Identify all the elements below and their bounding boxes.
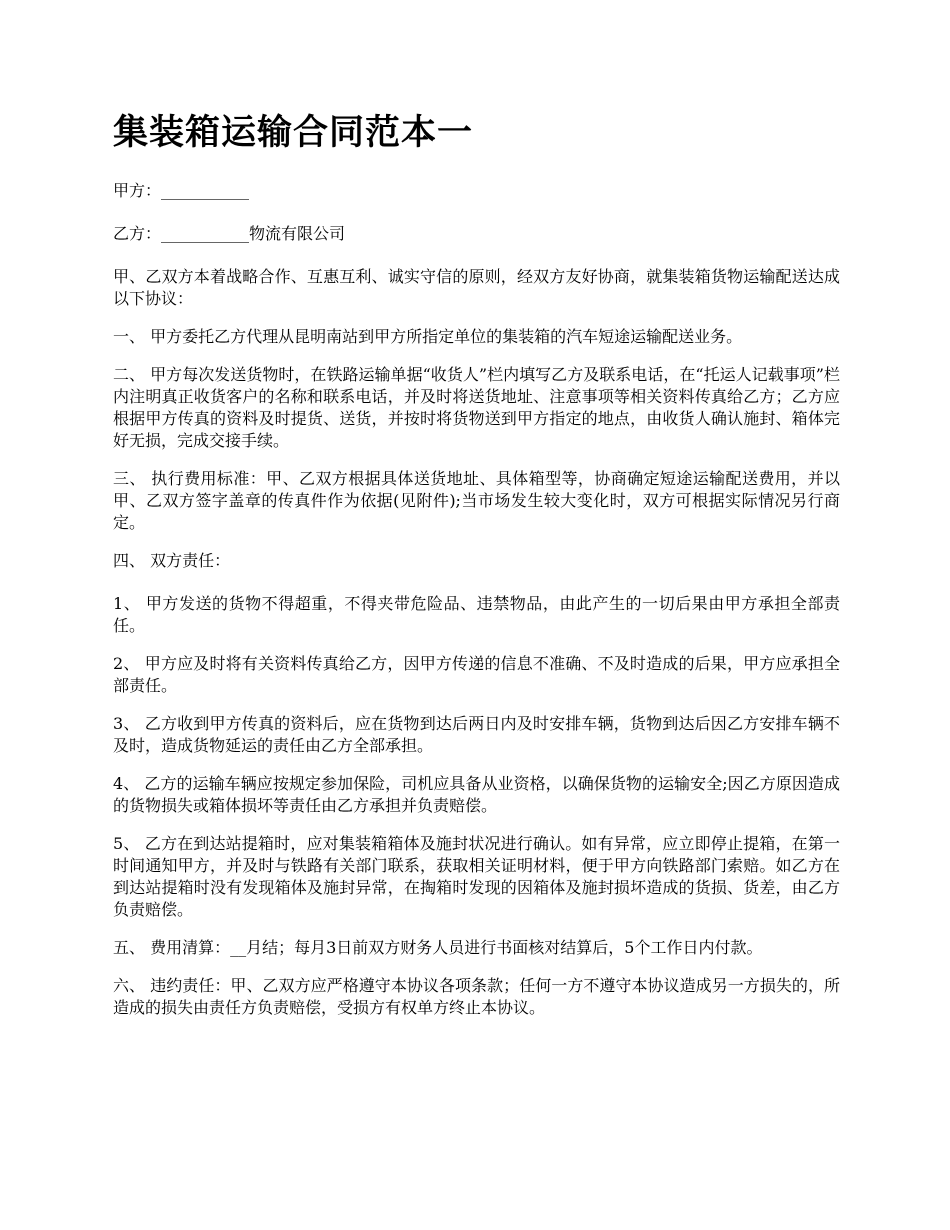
responsibility-item-3: 3、 乙方收到甲方传真的资料后，应在货物到达后两日内及时安排车辆，货物到达后因乙方安排车辆不及时，造成货物延运的责任由乙方全部承担。 <box>113 714 840 755</box>
responsibility-item-1: 1、 甲方发送的货物不得超重，不得夹带危险品、违禁物品，由此产生的一切后果由甲方承担全部责任。 <box>113 594 840 635</box>
party-a-line: 甲方：___________ <box>113 181 250 200</box>
responsibility-item-2: 2、 甲方应及时将有关资料传真给乙方，因甲方传递的信息不准确、不及时造成的后果，甲方应承担全部责任。 <box>113 654 840 695</box>
responsibility-item-5: 5、 乙方在到达站提箱时，应对集装箱箱体及施封状况进行确认。如有异常，应立即停止提箱，在第一时间通知甲方，并及时与铁路有关部门联系，获取相关证明材料，便于甲方向铁路部门索赔。如乙方在到达站提箱时没有发现箱体及施封异常，在掏箱时发现的因箱体及施封损坏造成的货损、货差，由乙方负责赔偿。 <box>113 834 840 919</box>
document-title: 集装箱运输合同范本一 <box>113 113 474 153</box>
preamble-paragraph: 甲、乙双方本着战略合作、互惠互利、诚实守信的原则，经双方友好协商，就集装箱货物运输配送达成以下协议： <box>113 267 840 308</box>
document-page <box>113 108 840 1035</box>
clause-1: 一、 甲方委托乙方代理从昆明南站到甲方所指定单位的集装箱的汽车短途运输配送业务。 <box>113 327 743 346</box>
clause-4-heading: 四、 双方责任： <box>113 551 231 570</box>
clause-3: 三、 执行费用标准：甲、乙双方根据具体送货地址、具体箱型等，协商确定短途运输配送费用，并以甲、乙双方签字盖章的传真件作为依据(见附件);当市场发生较大变化时，双方可根据实际情况另行商定。 <box>113 469 840 532</box>
clause-5: 五、 费用清算：__月结；每月3日前双方财务人员进行书面核对结算后，5个工作日内付款。 <box>113 938 763 957</box>
clause-6: 六、 违约责任：甲、乙双方应严格遵守本协议各项条款；任何一方不遵守本协议造成另一方损失的，所造成的损失由责任方负责赔偿，受损方有权单方终止本协议。 <box>113 976 840 1017</box>
party-b-line: 乙方：___________物流有限公司 <box>113 224 346 243</box>
responsibility-item-4: 4、 乙方的运输车辆应按规定参加保险，司机应具备从业资格，以确保货物的运输安全;因乙方原因造成的货物损失或箱体损坏等责任由乙方承担并负责赔偿。 <box>113 774 840 815</box>
clause-2: 二、 甲方每次发送货物时，在铁路运输单据“收货人”栏内填写乙方及联系电话，在“托运人记载事项”栏内注明真正收货客户的名称和联系电话，并及时将送货地址、注意事项等相关资料传真给乙方；乙方应根据甲方传真的资料及时提货、送货，并按时将货物送到甲方指定的地点，由收货人确认施封、箱体完好无损，完成交接手续。 <box>113 365 840 450</box>
